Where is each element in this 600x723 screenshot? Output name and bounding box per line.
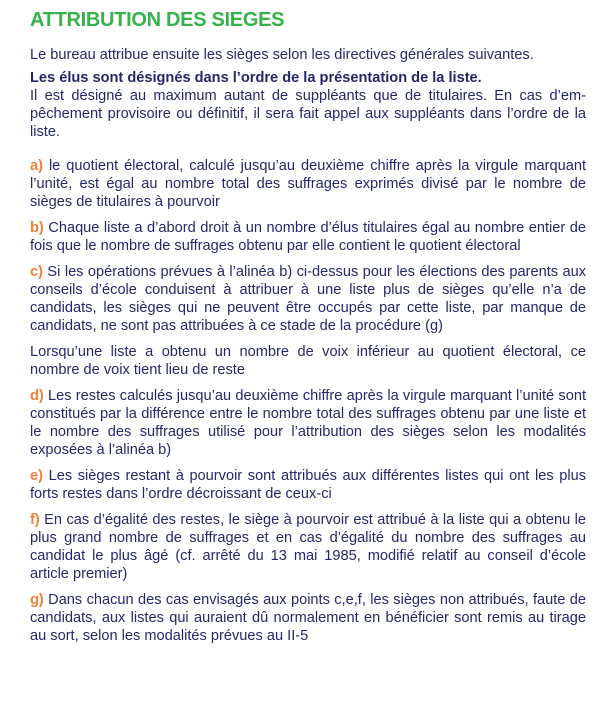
elus-text: Il est désigné au maximum autant de suppléants que de titulaires. En cas d’empêchement provisoire ou définitif, il sera fait appel aux suppléants dans l’ordre de la liste. (30, 88, 586, 140)
item-g-text: Dans chacun des cas envisagés aux points c,e,f, les sièges non attribués, faute de candidats, aux listes qui auraient dû normalement en bénéficier sont remis au tirage au sort, selon les modalités prévues au II-5 (30, 592, 586, 644)
item-f-letter: f) (30, 512, 40, 528)
elus-bold-line: Les élus sont désignés dans l’ordre de la présentation de la liste. (30, 70, 482, 86)
section-title: ATTRIBUTION DES SIEGES (30, 9, 285, 31)
item-c-text: Si les opérations prévues à l’alinéa b) ci-dessus pour les élections des parents aux conseils d’école conduisent à attribuer à une liste plus de sièges qu’elle n’a de candidats, les sièges qui ne peuvent être occupés par cette liste, par manque de candidats, ne sont pas attribuées à ce stade de la procédure (g) (30, 264, 587, 334)
item-b-letter: b) (30, 220, 44, 236)
item-e-text: Les sièges restant à pourvoir sont attribués aux différentes listes qui ont les plus forts restes dans l’ordre décroissant de ceux-ci (30, 468, 586, 502)
item-b-text: Chaque liste a d’abord droit à un nombre d’élus titulaires égal au nombre entier de fois que le nombre de suffrages obtenu par elle contient le quotient électoral (30, 220, 587, 254)
item-g (30, 591, 586, 645)
item-f (30, 511, 586, 583)
item-d-text: Les restes calculés jusqu’au deuxième chiffre après la virgule marquant l’unité sont constitués par la différence entre le nombre total des suffrages obtenu par une liste et le nombre des suffrages utilisé pour l’attribution des sièges selon les modalités exposées à l’alinéa b) (30, 388, 587, 458)
reste-paragraph: Lorsqu’une liste a obtenu un nombre de voix inférieur au quotient électoral, ce nombre de voix tient lieu de reste (30, 344, 586, 378)
elus-paragraph (30, 69, 586, 141)
item-c-letter: c) (30, 264, 43, 280)
item-a-letter: a) (30, 158, 43, 174)
item-d (30, 387, 586, 459)
item-d-letter: d) (30, 388, 44, 404)
item-f-text: En cas d’égalité des restes, le siège à pourvoir est attribué à la liste qui a obtenu le plus grand nombre de suffrages et en cas d’égalité du nombre des suffrages au candidat le plus âgé (cf. arrêté du 13 mai 1985, modifié relatif au conseil d’école article premier) (30, 512, 586, 582)
item-e (30, 467, 586, 503)
item-g-letter: g) (30, 592, 44, 608)
intro-paragraph: Le bureau attribue ensuite les sièges selon les directives générales suivantes. (30, 47, 534, 63)
item-a-text: le quotient électoral, calculé jusqu’au deuxième chiffre après la virgule marquant l’unité, est égal au nombre total des suffrages exprimés divisé par le nombre de sièges de titulaires à pourvoir (30, 158, 586, 210)
item-e-letter: e) (30, 468, 43, 484)
item-a (30, 157, 586, 211)
item-b (30, 219, 586, 255)
item-c (30, 263, 586, 335)
